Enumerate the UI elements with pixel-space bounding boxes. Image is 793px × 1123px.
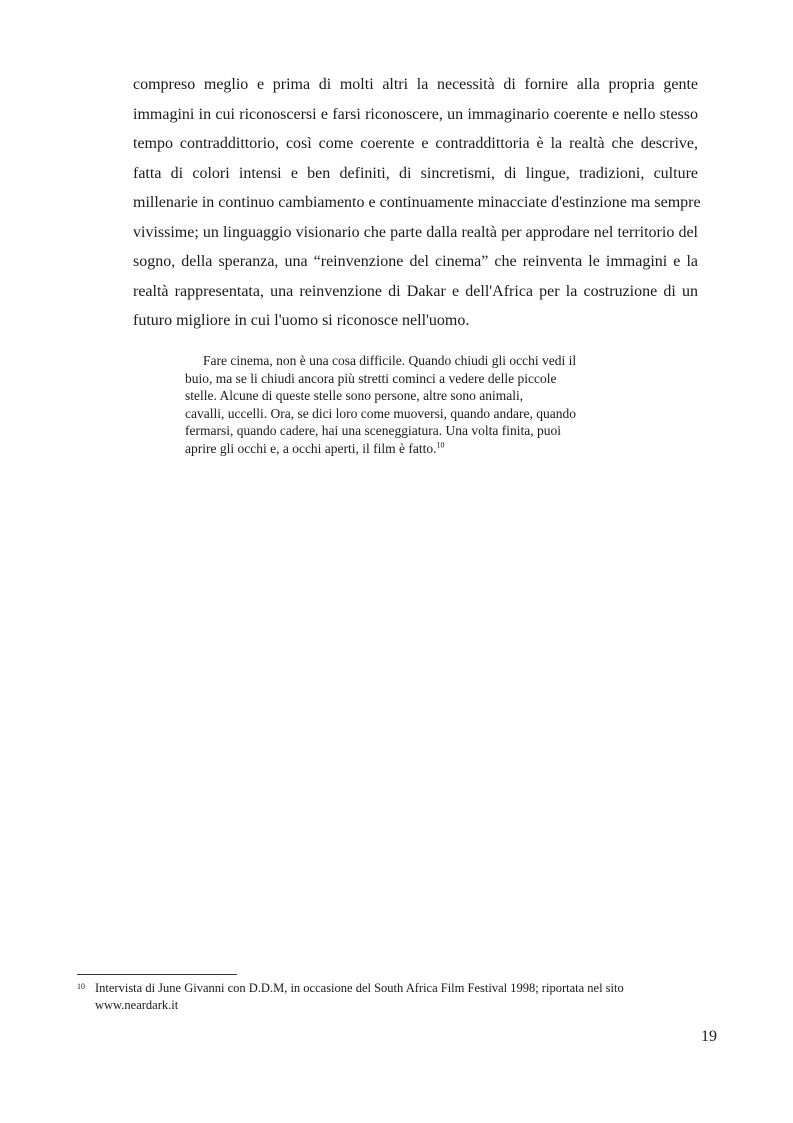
body-line: millenarie in continuo cambiamento e continuamente minacciate d'estinzione ma sempre (133, 194, 701, 211)
footnote-text (95, 980, 697, 1014)
quote-line: cavalli, uccelli. Ora, se dici loro come muoversi, quando andare, quando (185, 405, 576, 421)
quote-line-last (185, 440, 605, 458)
body-line: compreso meglio e prima di molti altri la necessità di fornire alla propria gente (133, 76, 698, 93)
footnote-link[interactable]: www.neardark.it (95, 998, 179, 1012)
body-line: realtà rappresentata, una reinvenzione di Dakar e dell'Africa per la costruzione di un (133, 282, 698, 300)
quote-line: fermarsi, quando cadere, hai una sceneggiatura. Una volta finita, puoi (185, 423, 561, 439)
footnote-line: Intervista di June Givanni con D.D.M, in occasione del South Africa Film Festival 1998; riportata nel sito (95, 981, 624, 995)
quote-line: stelle. Alcune di queste stelle sono persone, altre sono animali, (185, 388, 524, 404)
page-number: 19 (701, 1028, 717, 1045)
quote-line-text: aprire gli occhi e, a occhi aperti, il film è fatto. (185, 440, 437, 456)
quote-line: Fare cinema, non è una cosa difficile. Quando chiudi gli occhi vedi il (203, 353, 577, 368)
block-quote (185, 352, 605, 458)
footnote (77, 980, 697, 1014)
body-line: futuro migliore in cui l'uomo si riconosce nell'uomo. (133, 312, 470, 329)
quote-line: buio, ma se li chiudi ancora più stretti cominci a vedere delle piccole (185, 370, 557, 386)
body-line: vivissime; un linguaggio visionario che parte dalla realtà per approdare nel territorio del (133, 223, 698, 241)
footnote-reference[interactable]: 10 (436, 440, 445, 450)
body-paragraph (133, 70, 701, 336)
body-line: sogno, della speranza, una “reinvenzione del cinema” che reinventa le immagini e la (133, 253, 698, 270)
footnote-number: 10 (77, 982, 85, 991)
body-line: tempo contraddittorio, così come coerente e contraddittoria è la realtà che descrive, (133, 135, 698, 152)
footnote-separator (77, 974, 237, 975)
body-line: immagini in cui riconoscersi e farsi riconoscere, un immaginario coerente e nello stesso (133, 105, 698, 123)
body-line: fatta di colori intensi e ben definiti, di sincretismi, di lingue, tradizioni, culture (133, 164, 698, 182)
